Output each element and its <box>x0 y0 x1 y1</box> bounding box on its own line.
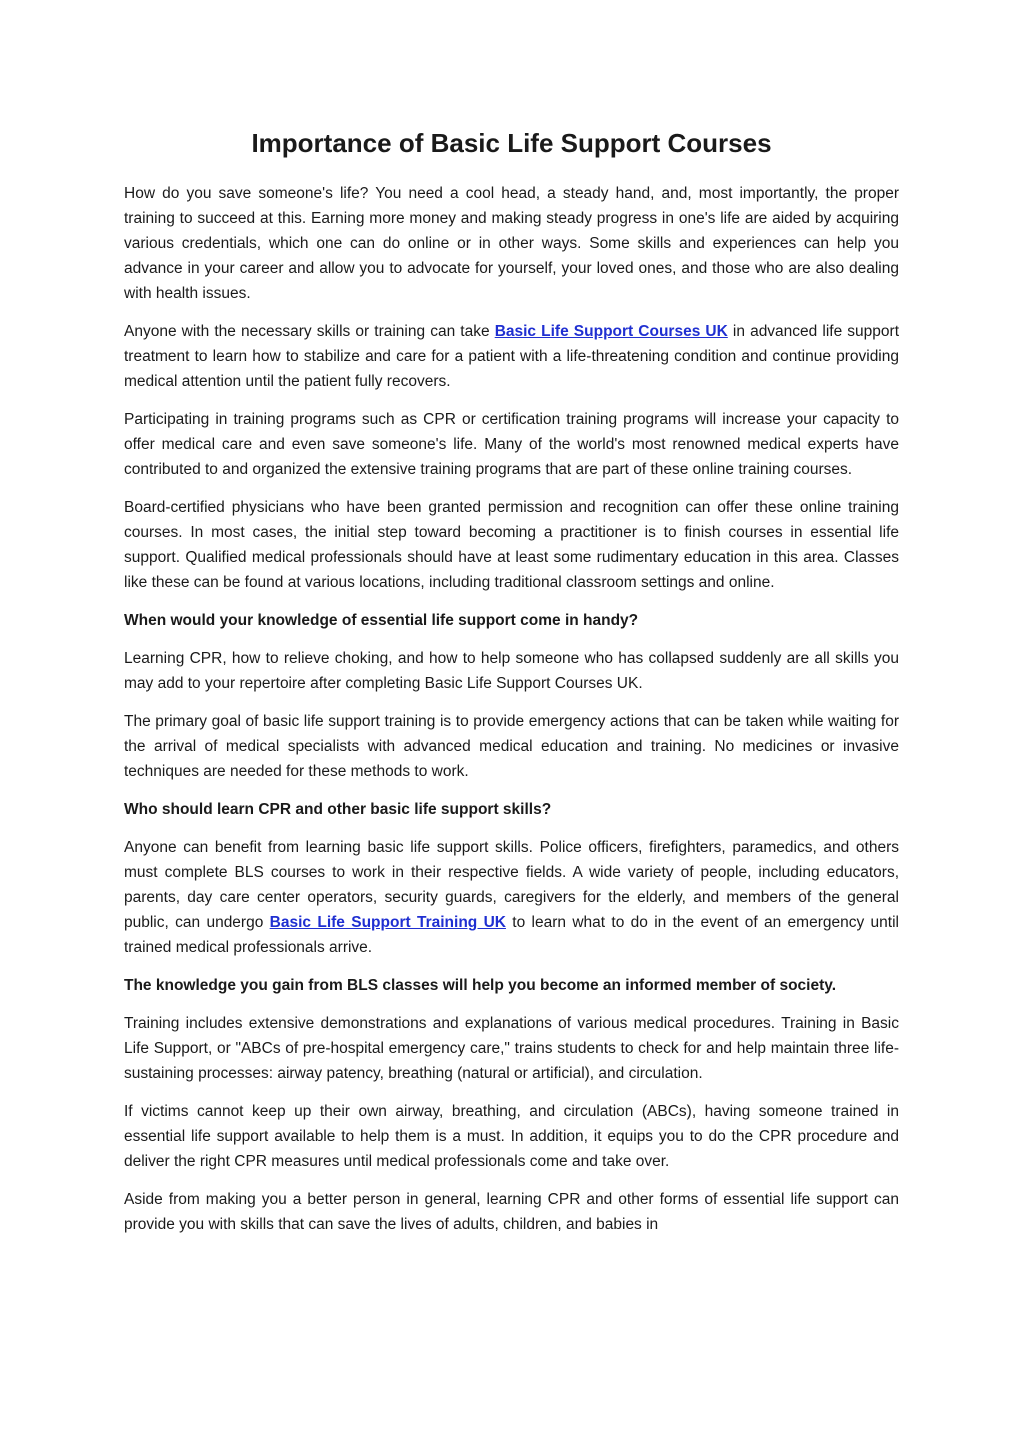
paragraph-text: to learn what to do in the event of an emergency until trained medical professionals arrive. <box>124 914 899 956</box>
page-title: Importance of Basic Life Support Courses <box>251 128 772 158</box>
paragraph-physicians: Board-certified physicians who have been granted permission and recognition can offer these online training courses. In most cases, the initial step toward becoming a practitioner is to finish courses in essential life support. Qualified medical professionals should have at least some rudimentary education in this area. Classes like these can be found at various locations, including traditional classroom settings and online. <box>124 499 899 591</box>
paragraph-training-includes: Training includes extensive demonstrations and explanations of various medical procedures. Training in Basic Life Support, or "ABCs of pre-hospital emergency care," trains students to check for and help maintain three life-sustaining processes: airway patency, breathing (natural or artificial), and circulation. <box>124 1015 899 1082</box>
paragraph-courses <box>124 319 899 394</box>
basic-life-support-training-link[interactable]: Basic Life Support Training UK <box>269 914 506 931</box>
section-heading-knowledge: The knowledge you gain from BLS classes will help you become an informed member of society. <box>124 977 837 994</box>
basic-life-support-courses-link[interactable]: Basic Life Support Courses UK <box>494 323 728 340</box>
paragraph-aside: Aside from making you a better person in general, learning CPR and other forms of essential life support can provide you with skills that can save the lives of adults, children, and babies in <box>124 1191 899 1233</box>
paragraph-intro: How do you save someone's life? You need a cool head, a steady hand, and, most importantly, the proper training to succeed at this. Earning more money and making steady progress in one's life are aided by acquiring various credentials, which one can do online or in other ways. Some skills and experiences can help you advance in your career and allow you to advocate for yourself, your loved ones, and those who are also dealing with health issues. <box>124 185 899 302</box>
paragraph-abcs: If victims cannot keep up their own airway, breathing, and circulation (ABCs), having someone trained in essential life support available to help them is a must. In addition, it equips you to do the CPR procedure and deliver the right CPR measures until medical professionals come and take over. <box>124 1103 899 1170</box>
section-heading-who: Who should learn CPR and other basic life support skills? <box>124 801 552 818</box>
document-page <box>124 122 899 1250</box>
paragraph-training-programs: Participating in training programs such as CPR or certification training programs will increase your capacity to offer medical care and even save someone's life. Many of the world's most renowned medical experts have contributed to and organized the extensive training programs that are part of these online training courses. <box>124 411 899 478</box>
paragraph-anyone-benefit <box>124 835 899 960</box>
paragraph-primary-goal: The primary goal of basic life support training is to provide emergency actions that can be taken while waiting for the arrival of medical specialists with advanced medical education and training. No medicines or invasive techniques are needed for these methods to work. <box>124 713 899 780</box>
paragraph-text: in advanced life support treatment to learn how to stabilize and care for a patient with a life-threatening condition and continue providing medical attention until the patient fully recovers. <box>124 323 899 390</box>
section-heading-when: When would your knowledge of essential life support come in handy? <box>124 612 639 629</box>
paragraph-learning-cpr: Learning CPR, how to relieve choking, and how to help someone who has collapsed suddenly are all skills you may add to your repertoire after completing Basic Life Support Courses UK. <box>124 650 899 692</box>
paragraph-text: Anyone with the necessary skills or training can take <box>124 323 495 340</box>
paragraph-text: Anyone can benefit from learning basic life support skills. Police officers, firefighters, paramedics, and others must complete BLS courses to work in their respective fields. A wide variety of people, including educators, parents, day care center operators, security guards, caregivers for the elderly, and members of the general public, can undergo <box>124 839 899 931</box>
